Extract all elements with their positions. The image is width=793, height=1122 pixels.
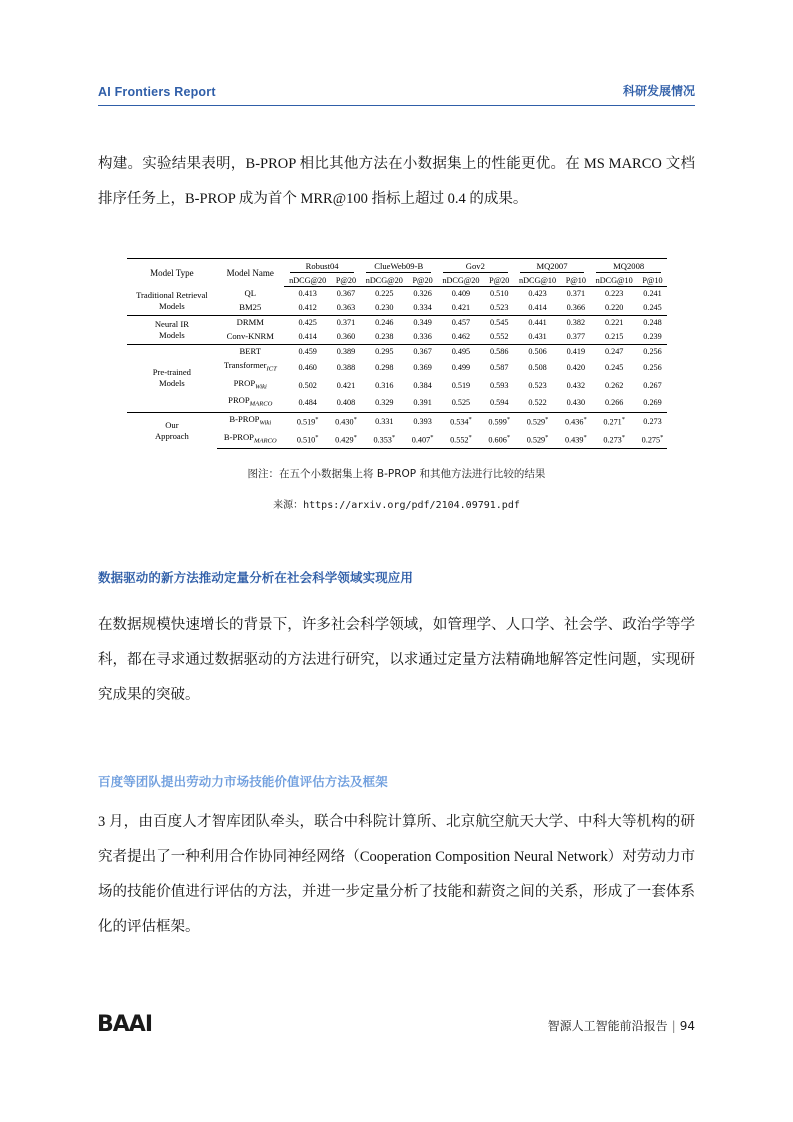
table-cell-value: 0.606* (485, 430, 514, 448)
table-cell-value: 0.594 (490, 398, 509, 408)
table-cell-model-name: BM25 (239, 302, 262, 312)
table-header-dataset: MQ2007 (514, 259, 591, 275)
table-cell-value: 0.382 (561, 315, 590, 330)
table-cell-value: 0.430 (566, 398, 586, 408)
table-cell-value: 0.245 (643, 303, 662, 312)
table-cell-value: 0.421 (451, 303, 471, 312)
table-cell-model-name: DRMM (217, 315, 284, 330)
table-cell-value: 0.273* (590, 430, 638, 448)
baai-logo: BAAI (97, 1012, 153, 1037)
table-cell-model-type: Our Approach (127, 412, 217, 448)
table-cell-model-name: BERT (217, 344, 284, 359)
table-cell-value: 0.519* (284, 412, 332, 430)
table-header-metric: nDCG@20 (284, 274, 332, 287)
table-cell-value: 0.336 (413, 332, 432, 341)
table-cell-value: 0.429* (332, 430, 361, 448)
table-cell-value: 0.238 (375, 332, 394, 341)
table-cell-value: 0.247 (590, 344, 638, 359)
table-header-metric: nDCG@20 (360, 274, 408, 287)
table-cell-value: 0.241 (643, 289, 662, 299)
table-cell-value: 0.377 (566, 332, 586, 341)
table-cell-model-name: $B-PROP_{MARCO}$ (217, 430, 284, 448)
table-cell-value: 0.414 (528, 303, 547, 312)
table-cell-value: 0.298 (375, 362, 394, 372)
table-cell-value: 0.388 (336, 362, 356, 372)
table-header-metric: P@10 (561, 274, 590, 287)
header-title-left: AI Frontiers Report (98, 85, 216, 99)
table-cell-value: 0.519 (451, 380, 471, 390)
table-cell-value: 0.220 (604, 303, 624, 312)
table-cell-value: 0.421 (336, 380, 356, 390)
table-cell-value: 0.545 (485, 315, 514, 330)
table-cell-value: 0.367 (336, 289, 356, 299)
table-cell-value: 0.248 (638, 315, 667, 330)
table-cell-value: 0.431 (528, 332, 547, 341)
paragraph-1: 构建。实验结果表明，B-PROP 相比其他方法在小数据集上的性能更优。在 MS MARCO 文档排序任务上，B-PROP 成为首个 MRR@100 指标上超过 0.4 的成果。 (98, 156, 695, 207)
table-cell-value: 0.508 (528, 362, 547, 372)
table-cell-value: 0.552 (490, 332, 509, 341)
table-cell-value: 0.407* (408, 430, 437, 448)
table-cell-value: 0.587 (490, 362, 509, 372)
table-cell-value: 0.267 (643, 380, 662, 390)
table-cell-model-type: Pre-trained Models (127, 344, 217, 412)
table-header-row-1 (127, 259, 667, 275)
table-cell-value: 0.369 (413, 362, 432, 372)
table-cell-value: 0.460 (298, 362, 317, 372)
table-header-model-name: Model Name (217, 259, 284, 287)
table-cell-value: 0.295 (360, 344, 408, 359)
table-cell-model-name: $PROP_{Wiki}$ (233, 377, 267, 391)
table-cell-value: 0.245 (604, 362, 624, 372)
table-header-metric: P@20 (332, 274, 361, 287)
table-cell-value: 0.334 (413, 303, 432, 312)
table-cell-value: 0.360 (336, 332, 356, 341)
table-caption: 图注：在五个小数据集上将 B-PROP 和其他方法进行比较的结果 (247, 468, 546, 480)
table-cell-value: 0.221 (590, 315, 638, 330)
table-cell-value: 0.599* (485, 412, 514, 430)
table-row (127, 344, 667, 359)
table-cell-model-type: Neural IR Models (127, 315, 217, 344)
table-cell-value: 0.510* (284, 430, 332, 448)
table-cell-value: 0.432 (566, 380, 586, 390)
page-header (98, 82, 695, 106)
table-cell-value: 0.414 (298, 332, 317, 341)
table-cell-value: 0.523 (490, 303, 509, 312)
table-header-metric: P@10 (638, 274, 667, 287)
table-cell-model-name: Transformer$_{ICT}$ (223, 360, 277, 373)
table-cell-value: 0.389 (332, 344, 361, 359)
table-cell-value: 0.523 (528, 380, 547, 390)
table-cell-value: 0.230 (375, 303, 394, 312)
table-cell-value: 0.412 (298, 303, 317, 312)
table-cell-value: 0.586 (485, 344, 514, 359)
table-cell-value: 0.436* (561, 412, 590, 430)
table-header-metric: P@20 (485, 274, 514, 287)
table-cell-value: 0.409 (451, 289, 471, 299)
footer-page-info (548, 1017, 695, 1034)
table-cell-value: 0.525 (451, 398, 471, 408)
table-cell-value: 0.215 (604, 332, 624, 341)
table-cell-value: 0.275* (638, 430, 667, 448)
header-title-right: 科研发展情况 (622, 84, 695, 98)
table-cell-value: 0.425 (284, 315, 332, 330)
table-cell-model-name: QL (244, 288, 257, 298)
table-cell-value: 0.353* (360, 430, 408, 448)
table-cell-value: 0.441 (514, 315, 562, 330)
table-source: 来源：https://arxiv.org/pdf/2104.09791.pdf (273, 500, 520, 511)
table-header-metric: nDCG@10 (514, 274, 562, 287)
paragraph-2: 在数据规模快速增长的背景下，许多社会科学领域，如管理学、人口学、社会学、政治学等学科，都在寻求通过数据驱动的方法进行研究，以求通过定量方法精确地解答定性问题，实现研究成果的突破。 (98, 617, 695, 703)
results-table (127, 258, 667, 449)
table-cell-value: 0.331 (360, 412, 408, 430)
table-cell-value: 0.462 (451, 332, 471, 341)
table-header-dataset: Gov2 (437, 259, 514, 275)
table-cell-value: 0.262 (604, 380, 624, 390)
table-cell-value: 0.529* (514, 412, 562, 430)
table-cell-value: 0.366 (566, 303, 586, 312)
table-cell-value: 0.420 (566, 362, 586, 372)
table-cell-model-name: $B-PROP_{Wiki}$ (217, 412, 284, 430)
table-header-model-type: Model Type (127, 259, 217, 287)
results-table-container (127, 258, 667, 449)
table-cell-value: 0.225 (375, 289, 394, 299)
table-cell-value: 0.506 (514, 344, 562, 359)
table-cell-value: 0.371 (332, 315, 361, 330)
table-cell-value: 0.522 (528, 398, 547, 408)
table-cell-value: 0.529* (514, 430, 562, 448)
table-cell-value: 0.239 (643, 332, 662, 341)
section-heading-1: 数据驱动的新方法推动定量分析在社会科学领域实现应用 (98, 570, 414, 585)
table-cell-value: 0.223 (604, 289, 624, 299)
footer-separator: | (671, 1019, 676, 1033)
table-cell-value: 0.269 (643, 398, 662, 408)
table-cell-value: 0.349 (408, 315, 437, 330)
table-cell-value: 0.408 (336, 398, 356, 408)
table-row (127, 315, 667, 330)
table-cell-value: 0.367 (408, 344, 437, 359)
table-cell-value: 0.495 (437, 344, 485, 359)
table-cell-value: 0.510 (490, 289, 509, 299)
table-cell-value: 0.484 (298, 398, 317, 408)
table-cell-value: 0.499 (451, 362, 471, 372)
table-cell-value: 0.371 (566, 289, 586, 299)
table-cell-value: 0.439* (561, 430, 590, 448)
table-cell-value: 0.459 (284, 344, 332, 359)
table-header-metric: P@20 (408, 274, 437, 287)
table-header-dataset: MQ2008 (590, 259, 667, 275)
paragraph-3: 3 月，由百度人才智库团队牵头，联合中科院计算所、北京航空航天大学、中科大等机构的研究者提出了一种利用合作协同神经网络（Cooperation Composition Neural Network）对劳动力市场的技能价值进行评估的方法，并进一步定量分析了技能和薪资之间的关系，形成了一套体系化的评估框架。 (98, 814, 695, 935)
footer-page-number: 94 (679, 1019, 695, 1033)
footer-report-name: 智源人工智能前沿报告 (547, 1019, 668, 1033)
table-cell-value: 0.256 (643, 362, 662, 372)
table-cell-value: 0.502 (298, 380, 317, 390)
table-row (127, 287, 667, 301)
table-cell-model-name: Conv-KNRM (226, 331, 274, 341)
table-header-metric: nDCG@20 (437, 274, 485, 287)
table-cell-value: 0.534* (437, 412, 485, 430)
table-header-dataset: ClueWeb09-B (360, 259, 437, 275)
section-heading-2: 百度等团队提出劳动力市场技能价值评估方法及框架 (98, 774, 388, 789)
table-cell-value: 0.419 (561, 344, 590, 359)
table-cell-value: 0.593 (490, 380, 509, 390)
table-cell-value: 0.316 (375, 380, 394, 390)
table-cell-value: 0.391 (413, 398, 432, 408)
table-cell-value: 0.271* (590, 412, 638, 430)
table-cell-value: 0.256 (638, 344, 667, 359)
table-cell-value: 0.457 (437, 315, 485, 330)
table-cell-value: 0.552* (437, 430, 485, 448)
table-cell-value: 0.246 (360, 315, 408, 330)
table-cell-value: 0.393 (408, 412, 437, 430)
table-cell-value: 0.384 (413, 380, 432, 390)
table-cell-value: 0.423 (528, 289, 547, 299)
table-row (127, 412, 667, 430)
table-header-metric: nDCG@10 (590, 274, 638, 287)
table-cell-model-type: Traditional Retrieval Models (136, 289, 208, 311)
table-cell-value: 0.363 (336, 303, 356, 312)
table-cell-value: 0.413 (298, 289, 317, 299)
table-cell-value: 0.266 (604, 398, 624, 408)
table-cell-value: 0.329 (375, 398, 394, 408)
table-header-dataset: Robust04 (284, 259, 361, 275)
table-cell-value: 0.326 (413, 289, 432, 299)
table-cell-value: 0.430* (332, 412, 361, 430)
table-cell-value: 0.273 (638, 412, 667, 430)
table-cell-model-name: $PROP_{MARCO}$ (228, 395, 273, 409)
